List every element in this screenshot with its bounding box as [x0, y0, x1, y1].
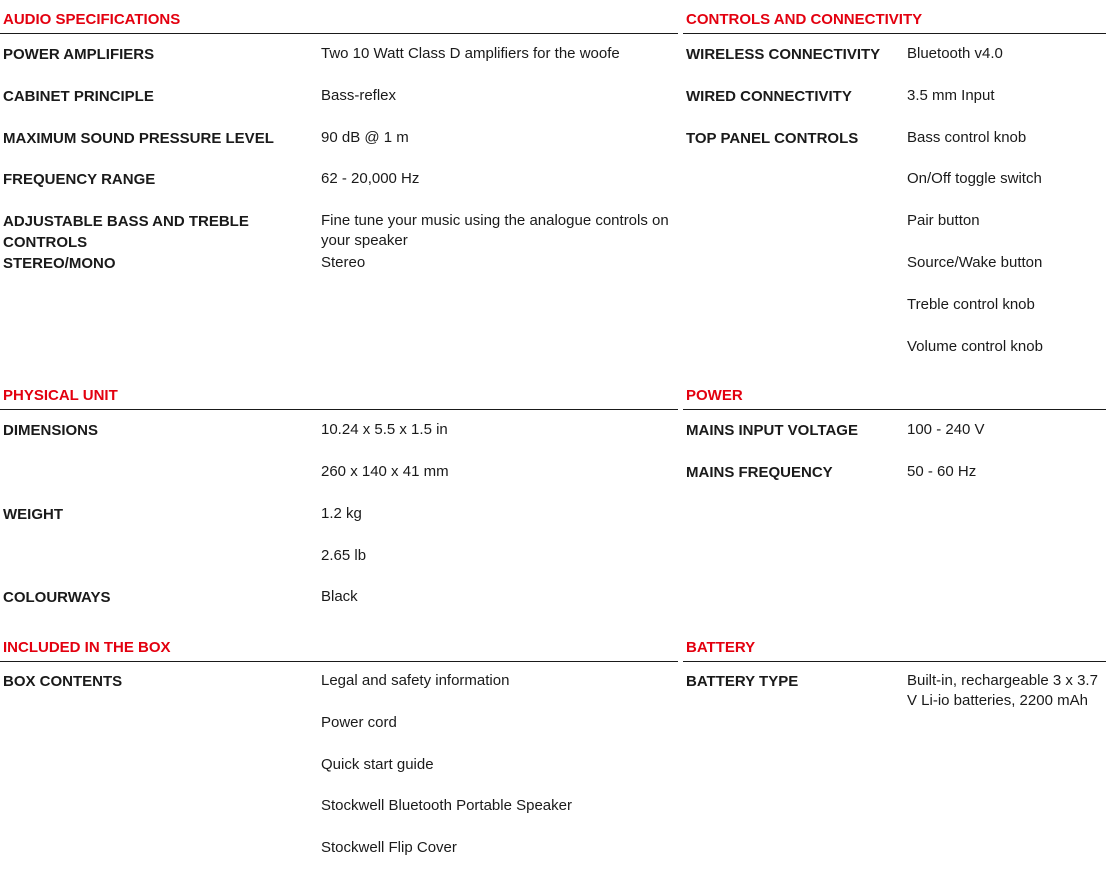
- section-title: INCLUDED IN THE BOX: [3, 639, 171, 656]
- spec-label: MAINS INPUT VOLTAGE: [686, 422, 858, 439]
- spec-label: TOP PANEL CONTROLS: [686, 130, 859, 147]
- section-divider: [683, 33, 1106, 34]
- spec-label: POWER AMPLIFIERS: [3, 46, 155, 63]
- spec-value: Power cord: [321, 714, 397, 731]
- spec-value: 50 - 60 Hz: [907, 463, 977, 480]
- spec-label: COLOURWAYS: [3, 589, 111, 606]
- spec-value: Stereo: [321, 254, 366, 271]
- spec-label: BATTERY TYPE: [686, 673, 799, 690]
- section-audio-specifications: [0, 11, 672, 371]
- section-title: CONTROLS AND CONNECTIVITY: [686, 11, 923, 28]
- spec-value: Built-in, rechargeable 3 x 3.7 V Li-io batteries, 2200 mAh: [907, 672, 1098, 709]
- spec-value: 90 dB @ 1 m: [321, 129, 409, 146]
- spec-value: Bass control knob: [907, 129, 1027, 146]
- spec-value: Bass-reflex: [321, 87, 397, 104]
- spec-label: WIRELESS CONNECTIVITY: [686, 46, 881, 63]
- section-divider: [683, 661, 1106, 662]
- spec-value: 1.2 kg: [321, 505, 362, 522]
- spec-value: Black: [321, 588, 358, 605]
- spec-label: ADJUSTABLE BASS AND TREBLE CONTROLS: [3, 213, 249, 251]
- spec-value: Stockwell Bluetooth Portable Speaker: [321, 797, 572, 814]
- section-divider: [683, 409, 1106, 410]
- spec-label: DIMENSIONS: [3, 422, 99, 439]
- spec-value: 260 x 140 x 41 mm: [321, 463, 449, 480]
- spec-label: WEIGHT: [3, 506, 63, 523]
- section-title: PHYSICAL UNIT: [3, 387, 118, 404]
- spec-label: FREQUENCY RANGE: [3, 171, 156, 188]
- spec-value: Fine tune your music using the analogue controls on your speaker: [321, 212, 669, 249]
- spec-label: MAXIMUM SOUND PRESSURE LEVEL: [3, 130, 274, 147]
- section-physical-unit: [0, 387, 672, 607]
- section-battery: [683, 639, 1107, 739]
- spec-label: CABINET PRINCIPLE: [3, 88, 154, 105]
- spec-value: On/Off toggle switch: [907, 170, 1042, 187]
- spec-value: Volume control knob: [907, 338, 1043, 355]
- spec-label: BOX CONTENTS: [3, 673, 123, 690]
- section-controls-connectivity: [683, 11, 1107, 371]
- section-divider: [0, 33, 678, 34]
- spec-value: Two 10 Watt Class D amplifiers for the woofe: [321, 45, 620, 62]
- spec-value: Bluetooth v4.0: [907, 45, 1003, 62]
- section-divider: [0, 409, 678, 410]
- spec-value: Stockwell Flip Cover: [321, 839, 457, 856]
- section-included-in-box: [0, 639, 672, 874]
- spec-label: MAINS FREQUENCY: [686, 464, 833, 481]
- spec-value: 2.65 lb: [321, 547, 367, 564]
- spec-value: 10.24 x 5.5 x 1.5 in: [321, 421, 448, 438]
- spec-label: WIRED CONNECTIVITY: [686, 88, 852, 105]
- spec-value: 62 - 20,000 Hz: [321, 170, 420, 187]
- spec-value: 3.5 mm Input: [907, 87, 995, 104]
- section-divider: [0, 661, 678, 662]
- section-title: POWER: [686, 387, 743, 404]
- spec-value: Treble control knob: [907, 296, 1035, 313]
- section-title: AUDIO SPECIFICATIONS: [3, 11, 181, 28]
- spec-label: STEREO/MONO: [3, 255, 116, 272]
- section-power: [683, 387, 1107, 507]
- spec-value: 100 - 240 V: [907, 421, 985, 438]
- spec-value: Legal and safety information: [321, 672, 510, 689]
- spec-value: Pair button: [907, 212, 980, 229]
- spec-value: Quick start guide: [321, 756, 434, 773]
- spec-value: Source/Wake button: [907, 254, 1043, 271]
- section-title: BATTERY: [686, 639, 756, 656]
